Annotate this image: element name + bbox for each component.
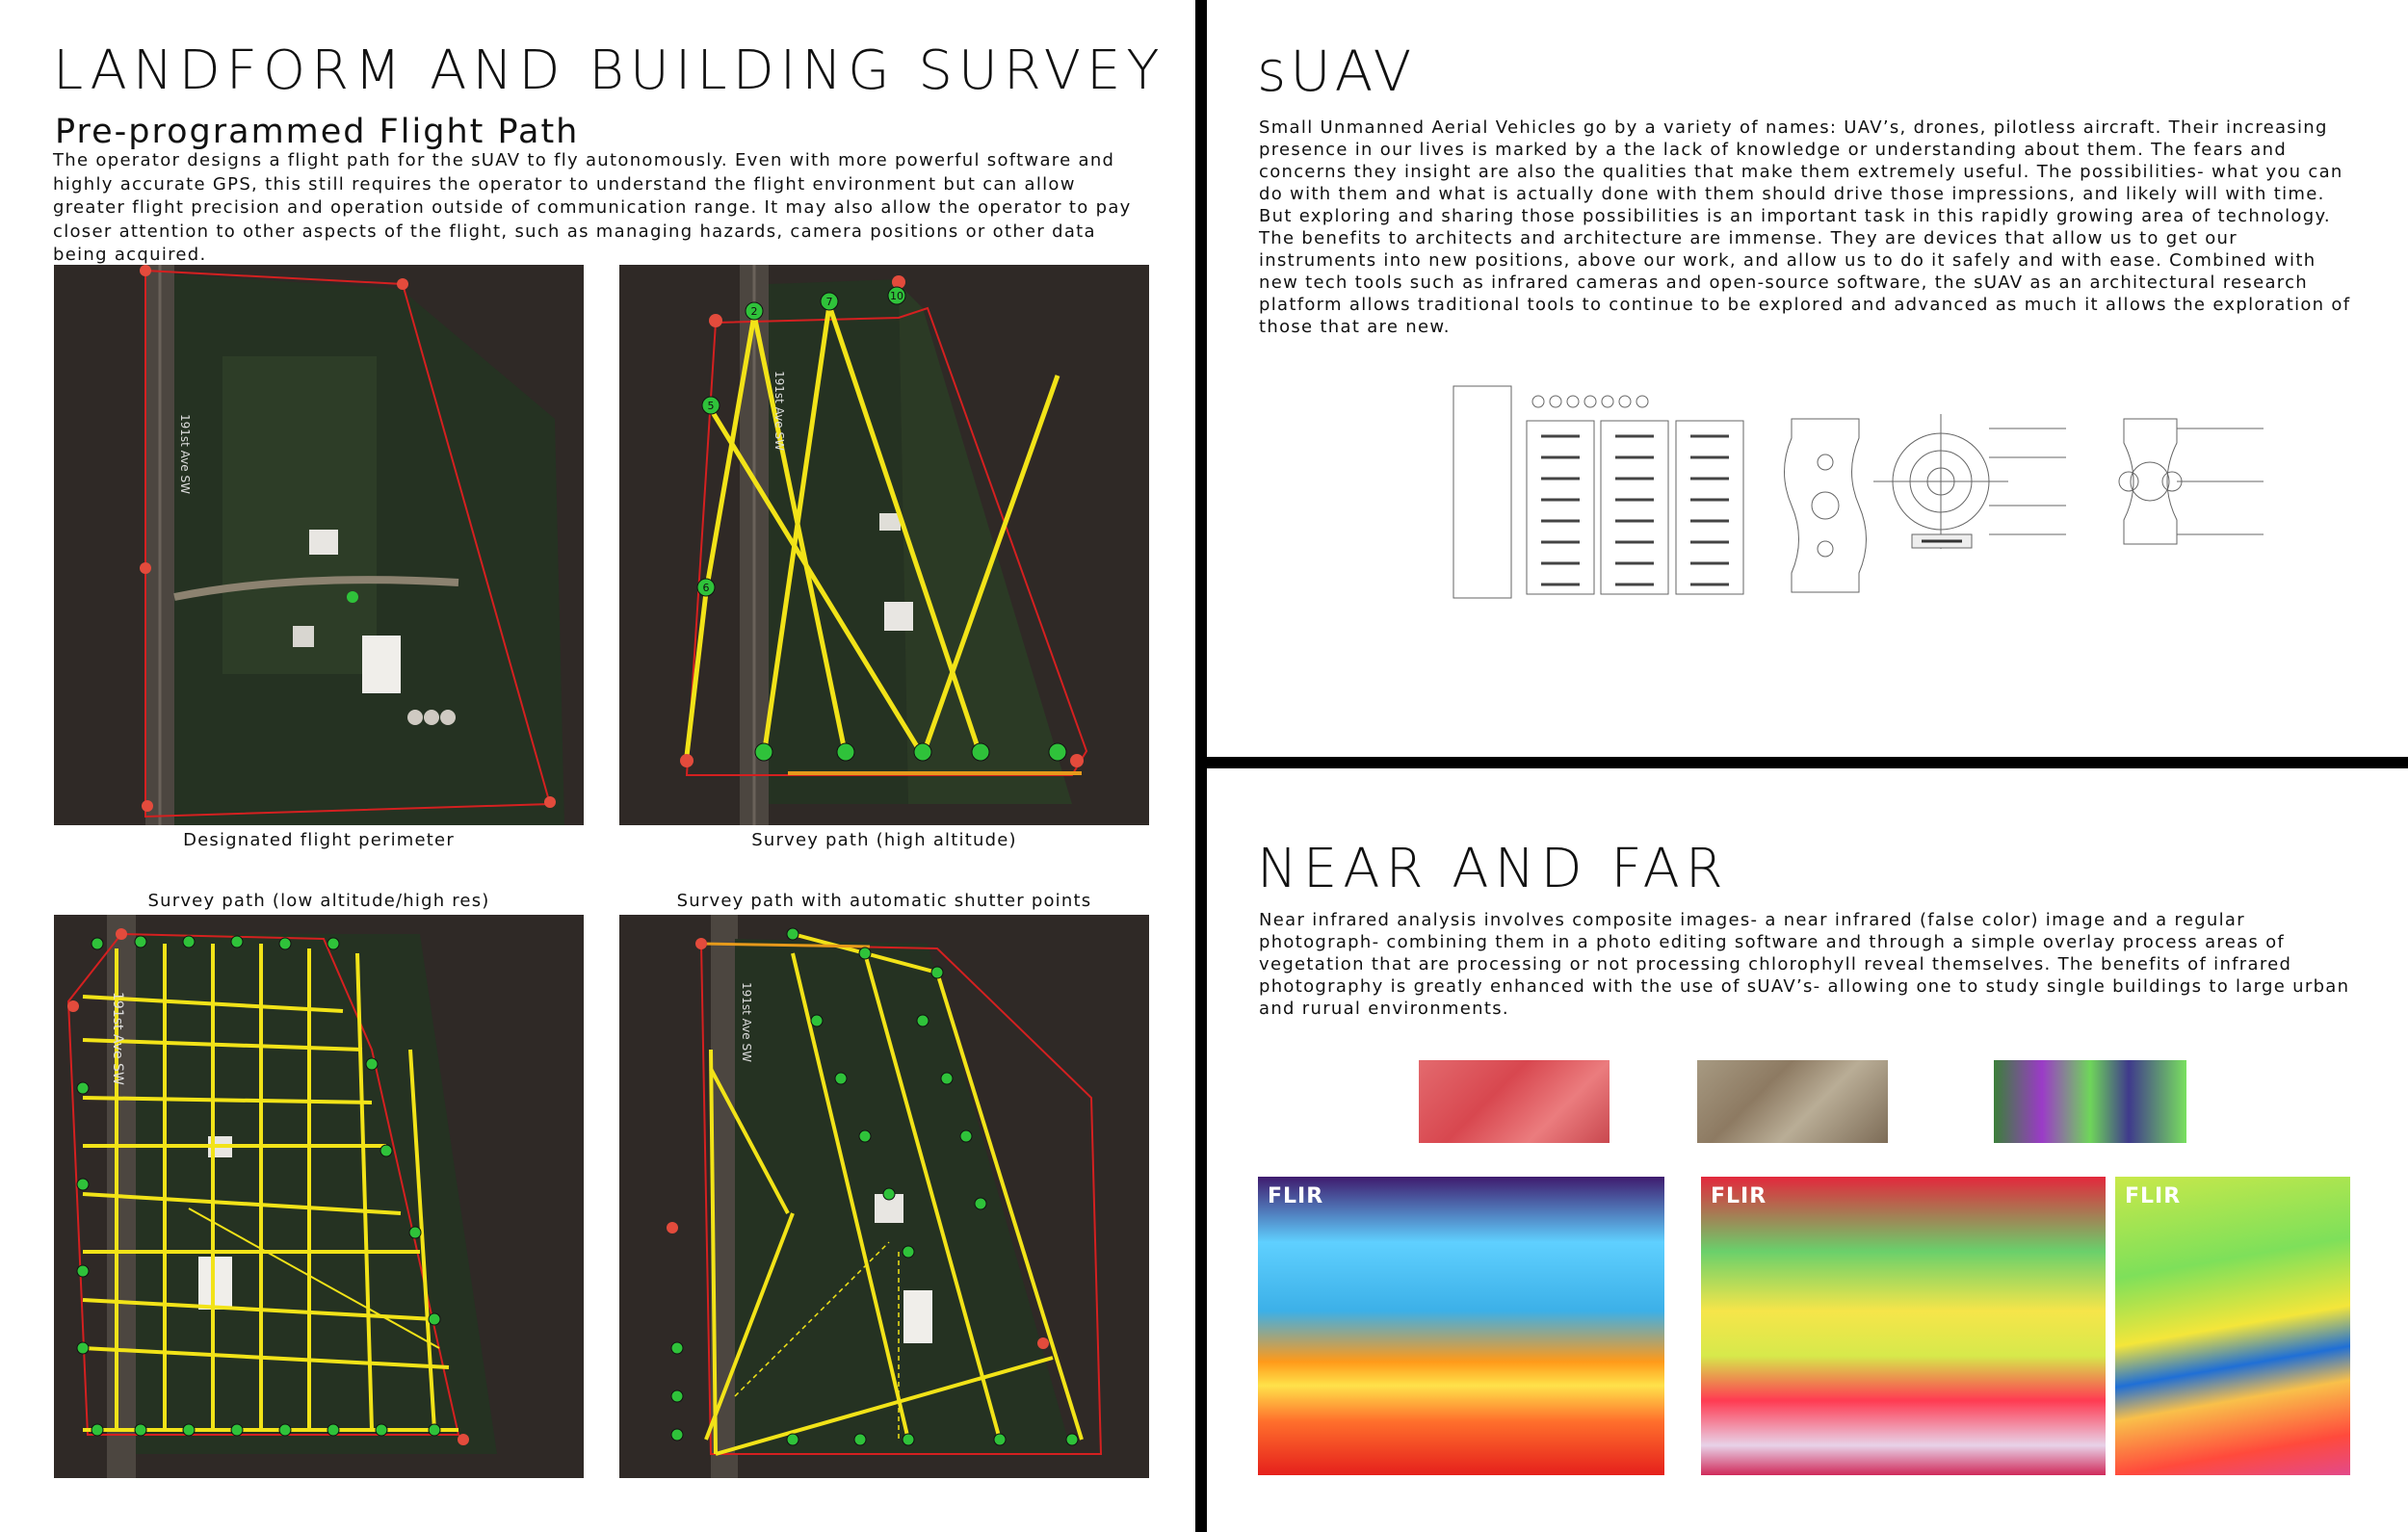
map-survey-low-altitude	[54, 915, 584, 1478]
map-flight-perimeter	[54, 265, 584, 825]
near-far-title: NEAR AND FAR	[1257, 838, 1729, 900]
road-label: 191st Ave SW	[178, 414, 192, 494]
infrared-false-color-thumbnail	[1419, 1060, 1610, 1143]
infrared-composite-thumbnail	[1994, 1060, 2186, 1143]
waypoint-label: 5	[707, 400, 715, 412]
caption-survey-low-altitude: Survey path (low altitude/high res)	[147, 891, 490, 911]
section-subtitle: Pre-programmed Flight Path	[55, 113, 580, 151]
page-title: LANDFORM AND BUILDING SURVEY	[53, 39, 1165, 102]
aerial-photo-thumbnail	[1697, 1060, 1888, 1143]
caption-survey-shutter-points: Survey path with automatic shutter points	[676, 891, 1092, 911]
flir-logo: FLIR	[1268, 1184, 1324, 1208]
suav-description: Small Unmanned Aerial Vehicles go by a variety of names: UAV’s, drones, pilotless aircraft. Their increasing presence in our lives is marked by a the lack of knowledge or understanding about them. The fears and concerns they insight are also the qualities that make them extremely useful. The possibilities- what you can do with them and what is actually done with them should drive those impressions, and likely will with time. But exploring and sharing those possibilities is an important task in this rapidly growing area of technology. The benefits to architects and architecture are immense. They are devices that allow us to get our instruments into new positions, above our work, and allow us to do it safely and with ease. Combined with new tech tools such as infrared cameras and open-source software, the sUAV as an architectural research platform allows traditional tools to continue to be explored and advanced as much it allows the exploration of those that are new.	[1259, 117, 2351, 337]
waypoint-label: 6	[702, 582, 710, 594]
caption-survey-high-altitude: Survey path (high altitude)	[751, 830, 1017, 850]
waypoint-label: 10	[890, 290, 903, 302]
suav-title: sUAV	[1257, 39, 1416, 104]
map-survey-shutter-points	[619, 915, 1149, 1478]
road-label: 191st Ave SW	[110, 992, 125, 1085]
road-label: 191st Ave SW	[740, 982, 753, 1062]
flir-logo: FLIR	[1711, 1184, 1767, 1208]
caption-flight-perimeter: Designated flight perimeter	[183, 830, 455, 850]
vertical-divider	[1195, 0, 1207, 1532]
waypoint-label: 7	[825, 296, 833, 308]
drone-frame-drawings	[1450, 380, 2278, 607]
flir-logo: FLIR	[2125, 1184, 2182, 1208]
waypoint-label: 2	[750, 305, 758, 318]
thermal-image-building-2	[1701, 1177, 2106, 1475]
horizontal-divider	[1207, 757, 2408, 768]
thermal-image-building-1	[1258, 1177, 1664, 1475]
flight-path-description: The operator designs a flight path for the sUAV to fly autonomously. Even with more powerful software and highly accurate GPS, this still requires the operator to understand the flight environment but can allow greater flight precision and operation outside of communication range. It may also allow the operator to pay closer attention to other aspects of the flight, such as managing hazards, camera positions or other data being acquired.	[53, 150, 1132, 265]
map-survey-high-altitude	[619, 265, 1149, 825]
near-far-description: Near infrared analysis involves composite images- a near infrared (false color) image and a regular photograph- combining them in a photo editing software and through a simple overlay process areas of vegetation that are processing or not processing chlorophyll reveal themselves. The benefits of infrared photography is greatly enhanced with the use of sUAV’s- allowing one to study single buildings to large urban and rurual environments.	[1259, 910, 2350, 1019]
road-label: 191st Ave SW	[772, 371, 786, 451]
thermal-image-landscape	[2115, 1177, 2350, 1475]
